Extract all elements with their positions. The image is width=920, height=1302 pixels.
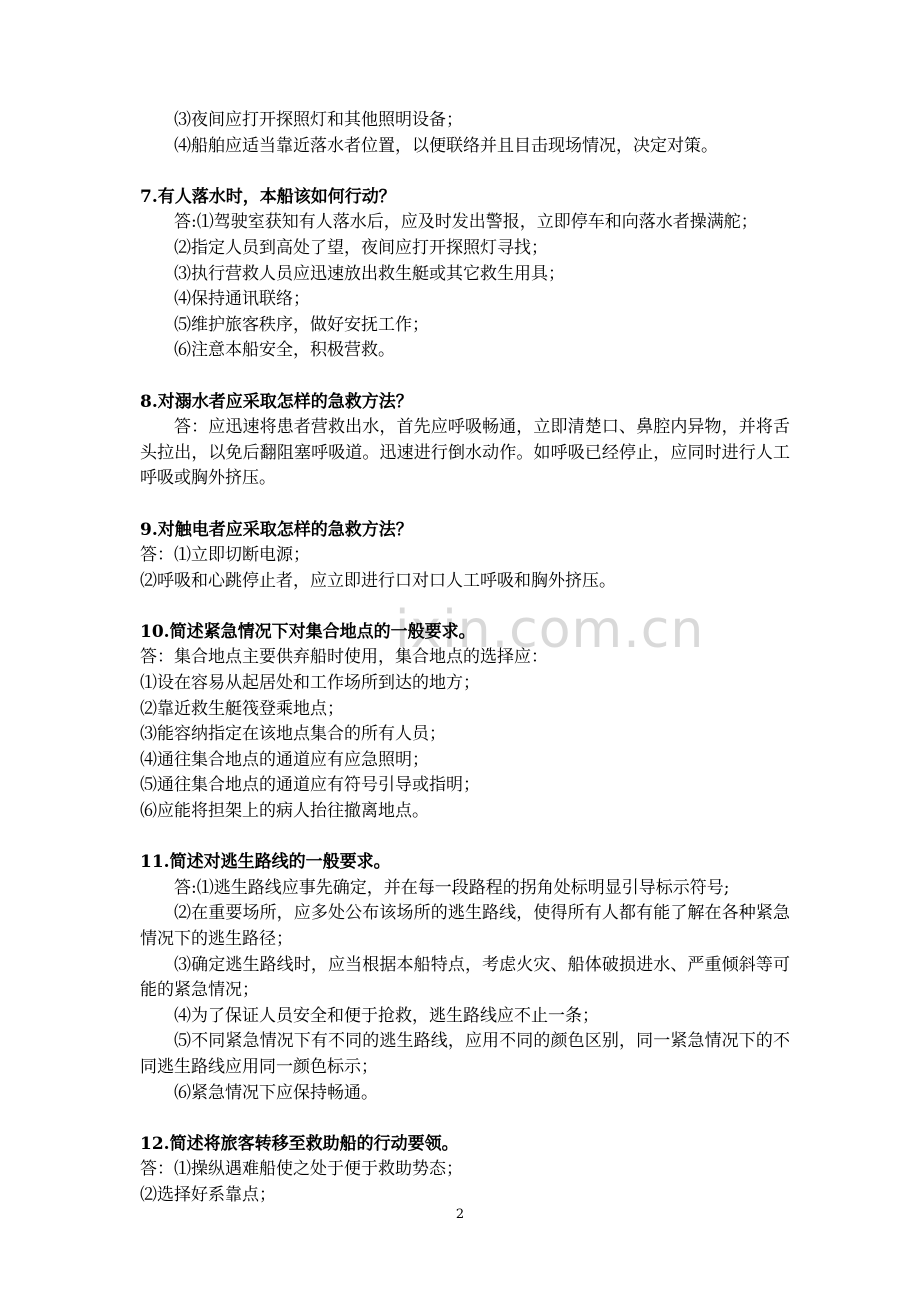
answer-paragraph: ⑵靠近救生艇筏登乘地点； bbox=[140, 698, 344, 719]
answer-paragraph: ⑷为了保证人员安全和便于抢救，逃生路线应不止一条； bbox=[174, 1005, 599, 1026]
answer-paragraph: ⑹注意本船安全，积极营救。 bbox=[174, 340, 395, 361]
answer-paragraph: ⑶确定逃生路线时，应当根据本船特点，考虑火灾、船体破损进水、严重倾斜等可能的紧急情况； bbox=[140, 954, 790, 1001]
document-body bbox=[140, 108, 790, 1209]
answer-paragraph: ⑶执行营救人员应迅速放出救生艇或其它救生用具； bbox=[174, 263, 565, 284]
answer-paragraph: ⑴设在容易从起居处和工作场所到达的地方； bbox=[140, 673, 480, 694]
question-heading: 10.简述紧急情况下对集合地点的一般要求。 bbox=[140, 621, 476, 642]
answer-paragraph: ⑶夜间应打开探照灯和其他照明设备； bbox=[174, 110, 463, 130]
question-heading: 9.对触电者应采取怎样的急救方法？ bbox=[140, 519, 413, 540]
question-heading: 11.简述对逃生路线的一般要求。 bbox=[140, 852, 391, 873]
answer-paragraph: ⑸通往集合地点的通道应有符号引导或指明； bbox=[140, 775, 480, 796]
answer-paragraph: ⑵呼吸和心跳停止者，应立即进行口对口人工呼吸和胸外挤压。 bbox=[140, 570, 616, 591]
watermark: ixin.com.cn bbox=[395, 600, 705, 660]
answer-paragraph: ⑵在重要场所，应多处公布该场所的逃生路线，使得所有人都有能了解在各种紧急情况下的逃生路径； bbox=[140, 903, 790, 949]
answer-paragraph: ⑹应能将担架上的病人抬往撤离地点。 bbox=[140, 801, 429, 822]
paragraph-gap bbox=[140, 159, 790, 185]
paragraph-gap bbox=[140, 364, 790, 390]
answer-paragraph: ⑶能容纳指定在该地点集合的所有人员； bbox=[140, 724, 446, 745]
question-heading: 8.对溺水者应采取怎样的急救方法？ bbox=[140, 391, 413, 412]
answer-paragraph: 答：⑴操纵遇难船使之处于便于救助势态； bbox=[140, 1159, 463, 1180]
answer-paragraph: 答:⑴驾驶室获知有人落水后，应及时发出警报，立即停车和向落水者操满舵； bbox=[174, 212, 758, 233]
question-heading: 12.简述将旅客转移至救助船的行动要领。 bbox=[140, 1133, 459, 1154]
paragraph-gap bbox=[140, 594, 790, 620]
paragraph-gap bbox=[140, 492, 790, 518]
answer-paragraph: ⑷船舶应适当靠近落水者位置，以便联络并且目击现场情况，决定对策。 bbox=[174, 135, 718, 156]
page-number: 2 bbox=[455, 1207, 465, 1222]
paragraph-gap bbox=[140, 1106, 790, 1132]
answer-paragraph: ⑹紧急情况下应保持畅通。 bbox=[174, 1082, 378, 1103]
answer-paragraph: ⑵指定人员到高处了望，夜间应打开探照灯寻找； bbox=[174, 237, 548, 258]
answer-paragraph: 答：应迅速将患者营救出水，首先应呼吸畅通，立即清楚口、鼻腔内异物，并将舌头拉出，以免后翻阻塞呼吸道。迅速进行倒水动作。如呼吸已经停止，应同时进行人工呼吸或胸外挤压。 bbox=[140, 417, 790, 489]
question-heading: 7.有人落水时，本船该如何行动？ bbox=[140, 186, 396, 207]
answer-paragraph: 答:⑴逃生路线应事先确定，并在每一段路程的拐角处标明显引导标示符号; bbox=[174, 877, 730, 898]
answer-paragraph: 答：⑴立即切断电源； bbox=[140, 545, 310, 566]
answer-paragraph: ⑵选择好系靠点； bbox=[140, 1184, 276, 1205]
answer-paragraph: 答：集合地点主要供弃船时使用，集合地点的选择应： bbox=[140, 647, 548, 668]
answer-paragraph: ⑷保持通讯联络； bbox=[174, 289, 310, 310]
answer-paragraph: ⑸不同紧急情况下有不同的逃生路线，应用不同的颜色区别，同一紧急情况下的不同逃生路线应用同一颜色标示； bbox=[140, 1031, 790, 1077]
answer-paragraph: ⑷通往集合地点的通道应有应急照明； bbox=[140, 749, 429, 770]
paragraph-gap bbox=[140, 825, 790, 851]
answer-paragraph: ⑸维护旅客秩序，做好安抚工作； bbox=[174, 314, 429, 335]
